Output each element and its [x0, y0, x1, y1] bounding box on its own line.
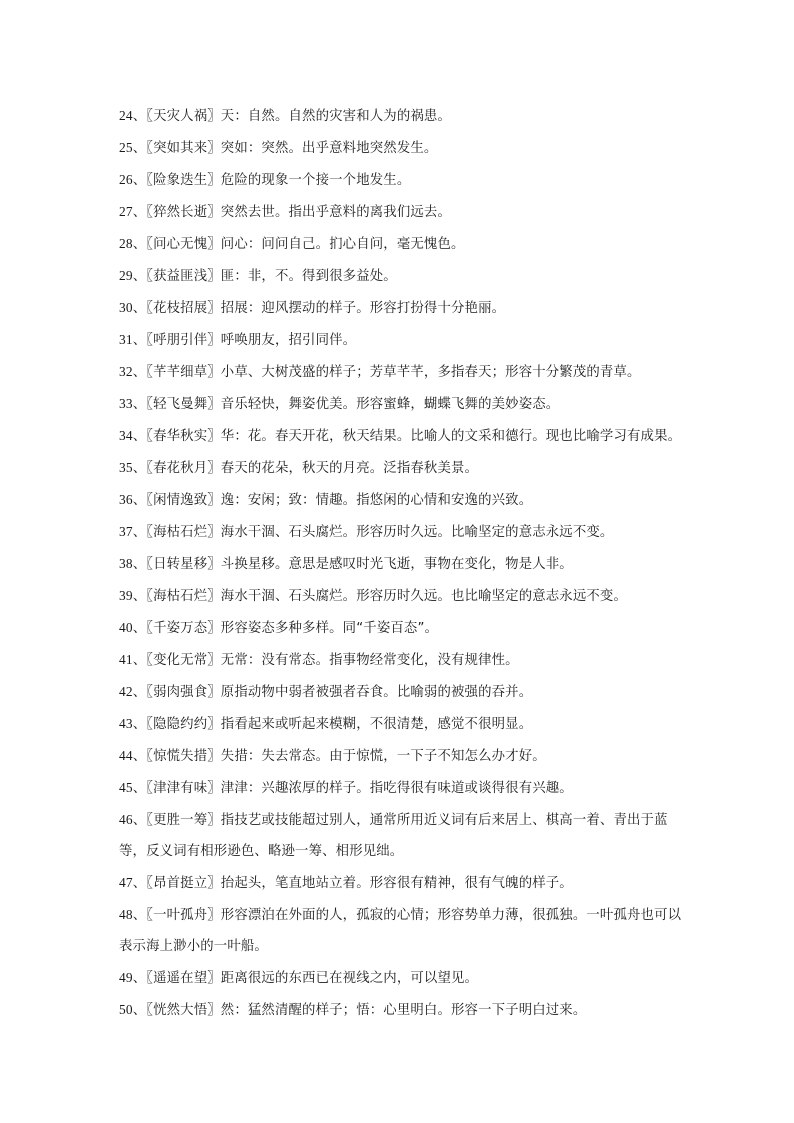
- idiom-definition: 指看起来或听起来模糊，不很清楚，感觉不很明显。: [220, 717, 533, 732]
- idiom-term: 〖弱肉强食〗: [146, 685, 221, 700]
- entry-number: 36: [119, 492, 133, 507]
- entry-number: 38: [119, 556, 133, 571]
- entry-separator: 、: [132, 461, 147, 476]
- idiom-entry: [119, 196, 684, 228]
- entry-number: 33: [119, 396, 133, 411]
- entry-separator: 、: [132, 781, 147, 796]
- entry-separator: 、: [132, 525, 147, 540]
- entry-number: 45: [119, 780, 133, 795]
- entry-number: 34: [119, 428, 133, 443]
- entry-separator: 、: [132, 173, 147, 188]
- entry-number: 25: [119, 140, 133, 155]
- idiom-term: 〖问心无愧〗: [146, 237, 221, 252]
- idiom-definition: 津津：兴趣浓厚的样子。指吃得很有味道或谈得很有兴趣。: [220, 781, 573, 796]
- entry-separator: 、: [132, 365, 147, 380]
- entry-separator: 、: [132, 813, 147, 828]
- entry-number: 39: [119, 588, 133, 603]
- entry-separator: 、: [132, 717, 147, 732]
- entry-separator: 、: [132, 109, 147, 124]
- idiom-entry: [119, 516, 684, 548]
- idiom-entry: [119, 420, 684, 452]
- entry-number: 41: [119, 652, 133, 667]
- idiom-definition: 小草、大树茂盛的样子；芳草芊芊，多指春天；形容十分繁茂的青草。: [220, 365, 641, 380]
- idiom-entry: [119, 867, 684, 899]
- idiom-definition: 音乐轻快，舞姿优美。形容蜜蜂，蝴蝶飞舞的美妙姿态。: [220, 397, 560, 412]
- idiom-definition: 呼唤朋友，招引同伴。: [220, 333, 357, 348]
- idiom-term: 〖春花秋月〗: [146, 461, 221, 476]
- entry-separator: 、: [132, 141, 147, 156]
- idiom-term: 〖花枝招展〗: [146, 301, 221, 316]
- idiom-entry: [119, 132, 684, 164]
- idiom-definition: 斗换星移。意思是感叹时光飞逝，事物在变化，物是人非。: [220, 557, 573, 572]
- entry-separator: 、: [132, 333, 147, 348]
- idiom-definition: 逸：安闲；致：情趣。指悠闲的心情和安逸的兴致。: [220, 493, 533, 508]
- idiom-entry: [119, 612, 684, 644]
- idiom-definition: 失措：失去常态。由于惊慌，一下子不知怎么办才好。: [220, 749, 546, 764]
- idiom-definition: 距离很远的东西已在视线之内，可以望见。: [220, 971, 479, 986]
- idiom-term: 〖获益匪浅〗: [146, 269, 221, 284]
- idiom-entry: [119, 580, 684, 612]
- entry-separator: 、: [132, 685, 147, 700]
- idiom-entry: [119, 994, 684, 1026]
- idiom-term: 〖天灾人祸〗: [146, 109, 221, 124]
- entry-number: 26: [119, 172, 133, 187]
- idiom-term: 〖闲情逸致〗: [146, 493, 221, 508]
- entry-number: 31: [119, 332, 133, 347]
- entry-separator: 、: [132, 653, 147, 668]
- idiom-entry: [119, 100, 684, 132]
- entry-number: 30: [119, 300, 133, 315]
- idiom-entry: [119, 740, 684, 772]
- entry-number: 40: [119, 620, 133, 635]
- idiom-definition: 突然去世。指出乎意料的离我们远去。: [220, 205, 451, 220]
- entry-separator: 、: [132, 621, 147, 636]
- idiom-term: 〖轻飞曼舞〗: [146, 397, 221, 412]
- idiom-entry: [119, 452, 684, 484]
- entry-separator: 、: [132, 971, 147, 986]
- idiom-term: 〖惊慌失措〗: [146, 749, 221, 764]
- idiom-entry: [119, 388, 684, 420]
- idiom-term: 〖日转星移〗: [146, 557, 221, 572]
- idiom-entry: [119, 644, 684, 676]
- idiom-definition: 春天的花朵，秋天的月亮。泛指春秋美景。: [220, 461, 479, 476]
- entry-number: 42: [119, 684, 133, 699]
- entry-number: 35: [119, 460, 133, 475]
- entry-separator: 、: [132, 749, 147, 764]
- entry-number: 28: [119, 236, 133, 251]
- idiom-definition: 形容姿态多种多样。同“千姿百态”。: [220, 621, 439, 636]
- idiom-definition: 海水干涸、石头腐烂。形容历时久远。比喻坚定的意志永远不变。: [220, 525, 614, 540]
- idiom-term: 〖海枯石烂〗: [146, 589, 221, 604]
- idiom-entry: [119, 484, 684, 516]
- idiom-entry: [119, 962, 684, 994]
- entry-separator: 、: [132, 397, 147, 412]
- entry-separator: 、: [132, 908, 147, 923]
- idiom-term: 〖更胜一筹〗: [146, 813, 221, 828]
- idiom-term: 〖隐隐约约〗: [146, 717, 221, 732]
- idiom-definition: 突如：突然。出乎意料地突然发生。: [220, 141, 438, 156]
- entry-separator: 、: [132, 557, 147, 572]
- entry-separator: 、: [132, 1003, 147, 1018]
- idiom-definition: 海水干涸、石头腐烂。形容历时久远。也比喻坚定的意志永远不变。: [220, 589, 628, 604]
- idiom-definition: 抬起头，笔直地站立着。形容很有精神，很有气魄的样子。: [220, 876, 573, 891]
- idiom-term: 〖一叶孤舟〗: [146, 908, 221, 923]
- idiom-term: 〖海枯石烂〗: [146, 525, 221, 540]
- entry-separator: 、: [132, 493, 147, 508]
- idiom-definition: 招展：迎风摆动的样子。形容打扮得十分艳丽。: [220, 301, 506, 316]
- idiom-entry: [119, 260, 684, 292]
- idiom-entry: [119, 804, 684, 867]
- idiom-entry: [119, 548, 684, 580]
- idiom-definition: 无常：没有常态。指事物经常变化，没有规律性。: [220, 653, 519, 668]
- idiom-term: 〖芊芊细草〗: [146, 365, 221, 380]
- idiom-term: 〖昂首挺立〗: [146, 876, 221, 891]
- entry-number: 47: [119, 875, 133, 890]
- idiom-definition: 然：猛然清醒的样子；悟：心里明白。形容一下子明白过来。: [220, 1003, 587, 1018]
- idiom-definition: 原指动物中弱者被强者吞食。比喻弱的被强的吞并。: [220, 685, 533, 700]
- idiom-term: 〖险象迭生〗: [146, 173, 221, 188]
- idiom-entry: [119, 228, 684, 260]
- idiom-term: 〖变化无常〗: [146, 653, 221, 668]
- idiom-term: 〖恍然大悟〗: [146, 1003, 221, 1018]
- entry-number: 48: [119, 907, 133, 922]
- entry-separator: 、: [132, 876, 147, 891]
- idiom-definition: 问心：问问自己。扪心自问，毫无愧色。: [220, 237, 465, 252]
- entry-separator: 、: [132, 237, 147, 252]
- entry-number: 44: [119, 748, 133, 763]
- idiom-term: 〖津津有味〗: [146, 781, 221, 796]
- idiom-entry: [119, 164, 684, 196]
- entry-number: 27: [119, 204, 133, 219]
- idiom-definition: 天：自然。自然的灾害和人为的祸患。: [220, 109, 451, 124]
- idiom-entry: [119, 356, 684, 388]
- entry-number: 29: [119, 268, 133, 283]
- idiom-definition: 指技艺或技能超过别人，通常所用近义词有后来居上、棋高一着、青出于蓝等，反义词有相形逊色、略逊一筹、相形见绌。: [119, 813, 668, 859]
- idiom-entry: [119, 676, 684, 708]
- entry-separator: 、: [132, 429, 147, 444]
- idiom-entry: [119, 708, 684, 740]
- entry-separator: 、: [132, 301, 147, 316]
- idiom-term: 〖遥遥在望〗: [146, 971, 221, 986]
- entry-number: 32: [119, 364, 133, 379]
- idiom-term: 〖春华秋实〗: [146, 429, 221, 444]
- entry-number: 24: [119, 108, 133, 123]
- idiom-definition: 形容漂泊在外面的人，孤寂的心情；形容势单力薄，很孤独。一叶孤舟也可以表示海上渺小的一叶船。: [119, 908, 682, 954]
- entry-number: 49: [119, 970, 133, 985]
- entry-number: 37: [119, 524, 133, 539]
- entry-number: 43: [119, 716, 133, 731]
- idiom-term: 〖千姿万态〗: [146, 621, 221, 636]
- idiom-term: 〖猝然长逝〗: [146, 205, 221, 220]
- entry-number: 50: [119, 1002, 133, 1017]
- idiom-entry: [119, 772, 684, 804]
- idiom-definition: 华：花。春天开花，秋天结果。比喻人的文采和德行。现也比喻学习有成果。: [220, 429, 682, 444]
- entry-separator: 、: [132, 269, 147, 284]
- entry-separator: 、: [132, 205, 147, 220]
- idiom-definition: 危险的现象一个接一个地发生。: [220, 173, 411, 188]
- entry-separator: 、: [132, 589, 147, 604]
- idiom-definition: 匪：非，不。得到很多益处。: [220, 269, 397, 284]
- idiom-entry: [119, 899, 684, 962]
- idiom-entry: [119, 292, 684, 324]
- entry-number: 46: [119, 812, 133, 827]
- idiom-term: 〖突如其来〗: [146, 141, 221, 156]
- document-body: [119, 100, 684, 1026]
- idiom-term: 〖呼朋引伴〗: [146, 333, 221, 348]
- idiom-entry: [119, 324, 684, 356]
